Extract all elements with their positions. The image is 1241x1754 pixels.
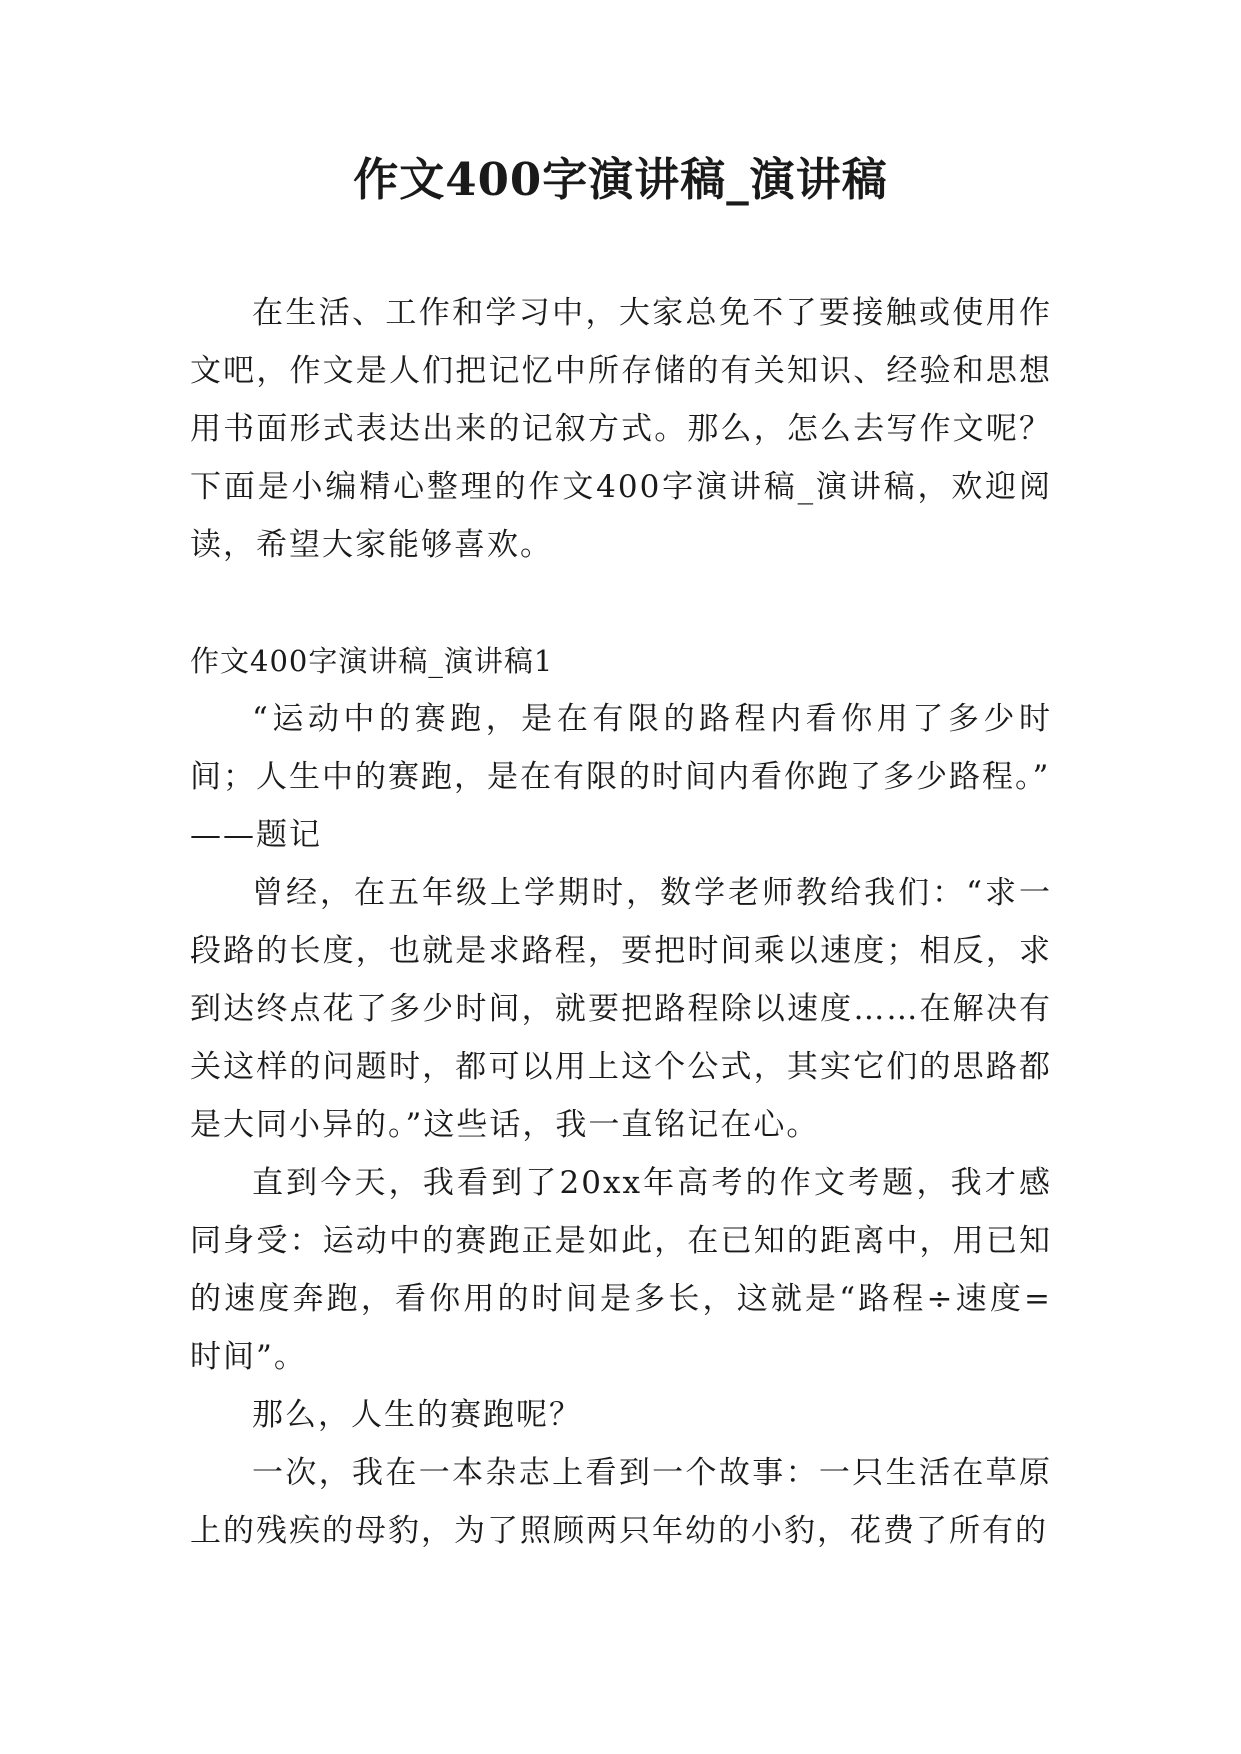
section-heading: 作文400字演讲稿_演讲稿1 (190, 644, 554, 678)
intro-paragraph: 在生活、工作和学习中，大家总免不了要接触或使用作文吧，作文是人们把记忆中所存储的有关知识、经验和思想用书面形式表达出来的记叙方式。那么，怎么去写作文呢？下面是小编精心整理的作文400字演讲稿_演讲稿，欢迎阅读，希望大家能够喜欢。 (190, 295, 1052, 563)
document-body (190, 284, 1052, 1560)
epigraph-attribution: ——题记 (190, 817, 322, 853)
document-title: 作文400字演讲稿_演讲稿 (353, 153, 888, 206)
epigraph-quote: “运动中的赛跑，是在有限的路程内看你用了多少时间；人生中的赛跑，是在有限的时间内看你跑了多少路程。” (190, 701, 1052, 795)
body-paragraph: 一次，我在一本杂志上看到一个故事：一只生活在草原上的残疾的母豹，为了照顾两只年幼的小豹，花费了所有的 (190, 1455, 1052, 1549)
body-paragraph: 那么，人生的赛跑呢？ (252, 1397, 582, 1433)
body-paragraph: 直到今天，我看到了20xx年高考的作文考题，我才感同身受：运动中的赛跑正是如此，在已知的距离中，用已知的速度奔跑，看你用的时间是多长，这就是“路程÷速度=时间”。 (190, 1165, 1052, 1375)
paragraph-spacer (190, 574, 1052, 632)
body-paragraph: 曾经，在五年级上学期时，数学老师教给我们：“求一段路的长度，也就是求路程，要把时间乘以速度；相反，求到达终点花了多少时间，就要把路程除以速度……在解决有关这样的问题时，都可以用上这个公式，其实它们的思路都是大同小异的。”这些话，我一直铭记在心。 (190, 875, 1052, 1143)
